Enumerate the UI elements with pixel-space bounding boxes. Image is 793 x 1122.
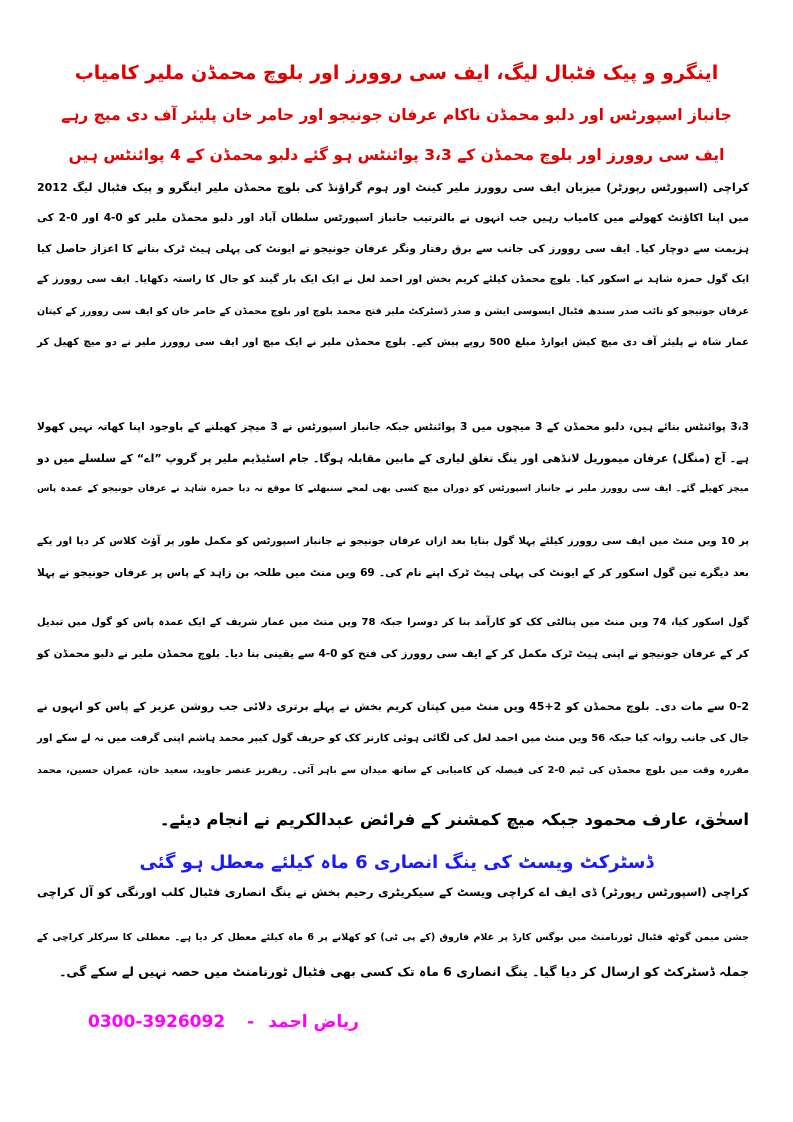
article-1-line: کراچی (اسپورٹس رپورٹر) میزبان ایف سی روورز ملیر کینٹ اور ہوم گراؤنڈ کی بلوچ محمڈن ملیر اینگرو و پیک فٹبال لیگ 2012 (37, 181, 749, 194)
article-1-line: گول اسکور کیا، 74 ویں منٹ میں پنالٹی کک کو کارآمد بنا کر دوسرا جبکہ 78 ویں منٹ میں عمار شریف کے ایک عمدہ پاس کو گول میں تبدیل (37, 617, 749, 628)
subheadline: ڈسٹرکٹ ویسٹ کی ینگ انصاری 6 ماہ کیلئے معطل ہو گئی (139, 852, 654, 873)
article-1-line: میچز کھیلے گئے۔ ایف سی روورز ملیر نے جانباز اسپورٹس کو دوران میچ کسی بھی لمحے سنبھلنے کا موقع نہ دیا حمزہ شاہد نے عرفان جونیجو کے عمدہ پاس (37, 484, 749, 494)
article-1-line: کر کے عرفان جونیجو نے اپنی ہیٹ ٹرک مکمل کر کے ایف سی روورز کی فتح کو 0-4 سے یقینی بنا دیا۔ بلوچ محمڈن ملیر نے دلبو محمڈن کو (37, 648, 749, 660)
article-1-line: ایک گول حمزہ شاہد نے اسکور کیا۔ بلوچ محمڈن کیلئے کریم بخش اور احمد لعل نے ایک ایک بار گیند کو جال کا راستہ دکھایا۔ ایف سی روورز کے (37, 274, 749, 285)
article-1-line: پر 10 ویں منٹ میں ایف سی روورز کیلئے پہلا گول بنایا بعد ازاں عرفان جونیجو نے جانباز اسپورٹس کو مکمل طور پر آؤٹ کلاس کر دیا اور یکے (37, 536, 750, 547)
article-1-line: ہے۔ آج (منگل) عرفان میموریل لانڈھی اور ینگ تغلق لیاری کے مابین مقابلہ ہوگا۔ جام اسٹیڈیم ملیر پر گروپ ”اے“ کے سلسلے میں دو (37, 452, 749, 465)
headline-line-2: جانباز اسپورٹس اور دلبو محمڈن ناکام عرفان جونیجو اور حامر خان پلیئر آف دی میچ رہے (61, 106, 732, 124)
article-1-line: عرفان جونیجو کو نائب صدر سندھ فٹبال ایسوسی ایشن و صدر ڈسٹرکٹ ملیر فتح محمد بلوچ اور بلوچ محمڈن کے حامر خان کو ایف سی روورز کے کپتان (37, 306, 749, 317)
article-2-line: کراچی (اسپورٹس رپورٹر) ڈی ایف اے کراچی ویسٹ کے سیکریٹری رحیم بخش نے ینگ انصاری فٹبال کلب اورنگی کو آل کراچی (37, 885, 749, 899)
headline-line-3: ایف سی روورز اور بلوچ محمڈن کے 3،3 پوائنٹس ہو گئے دلبو محمڈن کے 4 پوائنٹس ہیں (68, 146, 725, 164)
article-1-line: بعد دیگرے تین گول اسکور کر کے ایونٹ کی پہلی ہیٹ ٹرک اپنے نام کی۔ 69 ویں منٹ میں طلحہ بن زاہد کے پاس پر عرفان جونیجو نے پہلا (37, 567, 750, 579)
article-2-line: جشن میمن گوٹھ فٹبال ٹورنامنٹ میں بوگس کارڈ پر غلام فاروق (کے پی ٹی) کو کھلانے پر 6 ماہ کیلئے معطل کر دیا ہے۔ معطلی کا سرکلر کراچی کے (37, 932, 749, 943)
article-1-line: عمار شاہ نے پلیئر آف دی میچ کیش ایوارڈ مبلغ 500 روپے پیش کیے۔ بلوچ محمڈن ملیر نے ایک میچ اور ایف سی روورز ملیر نے دو میچ کھیل کر (37, 337, 749, 348)
article-1-line: مقررہ وقت میں بلوچ محمڈن کی ٹیم 0-2 کی فیصلہ کن کامیابی کے ساتھ میدان سے باہر آئی۔ ریفریز عنصر جاوید، سعید خان، عمران حسین، محمد (37, 765, 750, 776)
article-2-line: جملہ ڈسٹرکٹ کو ارسال کر دیا گیا۔ ینگ انصاری 6 ماہ تک کسی بھی فٹبال ٹورنامنٹ میں حصہ نہیں لے سکے گی۔ (59, 964, 749, 979)
author-name: ریاض احمد (268, 1012, 359, 1032)
article-1-line: ہزیمت سے دوچار کیا۔ ایف سی روورز کی جانب سے برق رفتار ونگر عرفان جونیجو نے ایونٹ کی پہلی ہیٹ ٹرک بنانے کا اعزاز حاصل کیا (37, 243, 749, 255)
phone-number: 0300-3926092 (88, 1012, 226, 1032)
headline-line-1: اینگرو و پیک فٹبال لیگ، ایف سی روورز اور بلوچ محمڈن ملیر کامیاب (74, 62, 719, 84)
article-1-line: 0-2 سے مات دی۔ بلوچ محمڈن کو 2+45 ویں منٹ میں کپتان کریم بخش نے پہلے برتری دلائی جب روشن عزیز کے پاس کو انہوں نے (37, 700, 749, 713)
article-1-line: جال کی جانب روانہ کیا جبکہ 56 ویں منٹ میں احمد لعل کی لگائی ہوئی کارنر کک کو حریف گول کیپر محمد ہاشم اپنی گرفت میں نہ لے سکے اور (37, 733, 749, 744)
byline-separator: - (247, 1012, 255, 1032)
article-1-line: میں اپنا اکاؤنٹ کھولنے میں کامیاب رہیں جب انہوں نے بالترتیب جانباز اسپورٹس سلطان آباد اور دلبو محمڈن ملیر کو 0-4 اور 0-2 کی (37, 212, 750, 224)
article-1-line: 3،3 پوائنٹس بنائے ہیں، دلبو محمڈن کے 3 میچوں میں 3 پوائنٹس جبکہ جانباز اسپورٹس نے 3 میچز کھیلنے کے باوجود اپنا کھاتہ نہیں کھولا (37, 421, 749, 433)
article-1-line: اسحٰق، عارف محمود جبکہ میچ کمشنر کے فرائض عبدالکریم نے انجام دیئے۔ (159, 810, 749, 829)
byline (88, 1012, 359, 1032)
